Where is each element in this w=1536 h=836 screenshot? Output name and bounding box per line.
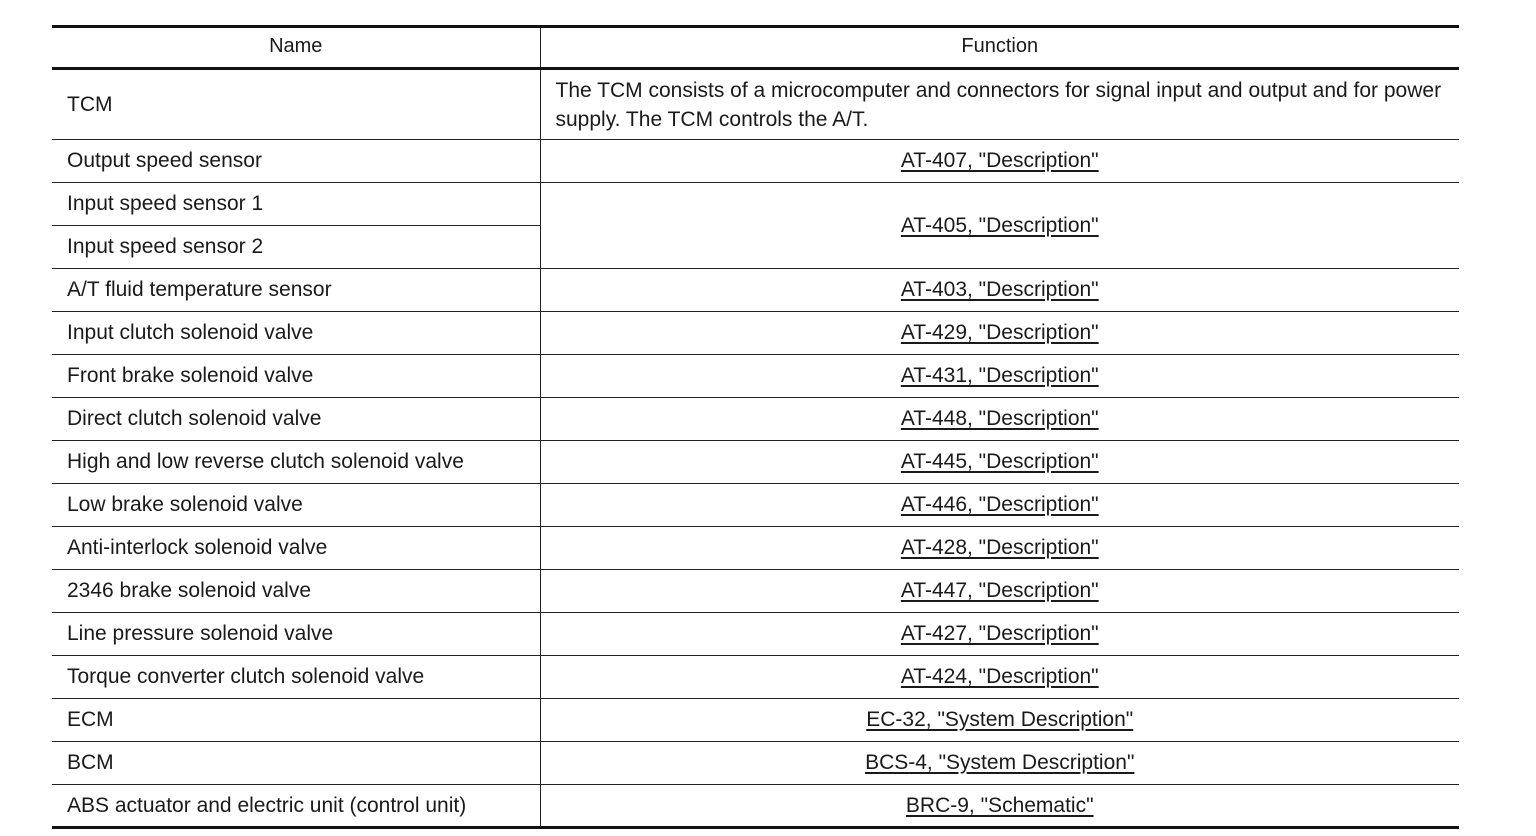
- function-reference-link[interactable]: AT-431, "Description": [900, 364, 1099, 387]
- table-row: [52, 656, 1459, 699]
- component-name: TCM: [52, 69, 540, 140]
- function-cell: [540, 570, 1459, 613]
- function-reference-link[interactable]: AT-427, "Description": [900, 622, 1099, 645]
- function-reference-link[interactable]: AT-407, "Description": [900, 149, 1099, 172]
- component-name: ECM: [52, 699, 540, 742]
- function-cell: [540, 656, 1459, 699]
- function-reference-link[interactable]: BRC-9, "Schematic": [905, 793, 1094, 817]
- function-reference-link[interactable]: AT-447, "Description": [900, 579, 1099, 602]
- function-cell: [540, 355, 1459, 398]
- function-cell: [540, 183, 1459, 269]
- table-row: [52, 699, 1459, 742]
- function-reference-link[interactable]: AT-446, "Description": [900, 493, 1099, 516]
- function-cell: [540, 269, 1459, 312]
- table-row: [52, 312, 1459, 355]
- function-cell: [540, 398, 1459, 441]
- table-row: [52, 269, 1459, 312]
- component-name: Front brake solenoid valve: [52, 355, 540, 398]
- component-name: Line pressure solenoid valve: [52, 613, 540, 656]
- table-row: [52, 570, 1459, 613]
- component-name: Direct clutch solenoid valve: [52, 398, 540, 441]
- function-reference-link[interactable]: EC-32, "System Description": [866, 708, 1134, 731]
- function-reference-link[interactable]: AT-429, "Description": [900, 321, 1099, 344]
- table-row: [52, 183, 1459, 226]
- table-row: [52, 785, 1459, 828]
- function-cell: [540, 613, 1459, 656]
- component-name: A/T fluid temperature sensor: [52, 269, 540, 312]
- table-row: [52, 355, 1459, 398]
- table-row: [52, 613, 1459, 656]
- function-reference-link[interactable]: AT-448, "Description": [900, 407, 1099, 430]
- table-row: [52, 527, 1459, 570]
- function-column-header: Function: [540, 27, 1459, 69]
- table-row: [52, 484, 1459, 527]
- component-name: High and low reverse clutch solenoid valve: [52, 441, 540, 484]
- function-cell: [540, 140, 1459, 183]
- function-reference-link[interactable]: AT-445, "Description": [900, 450, 1099, 473]
- function-reference-link[interactable]: AT-428, "Description": [900, 536, 1099, 559]
- table-row: [52, 398, 1459, 441]
- table-row: [52, 69, 1459, 140]
- table-row: [52, 140, 1459, 183]
- function-reference-link[interactable]: BCS-4, "System Description": [865, 751, 1135, 774]
- component-name: Input clutch solenoid valve: [52, 312, 540, 355]
- function-cell: [540, 441, 1459, 484]
- function-reference-link[interactable]: AT-403, "Description": [900, 278, 1099, 301]
- name-column-header: Name: [52, 27, 540, 69]
- table-row: [52, 742, 1459, 785]
- function-reference-link[interactable]: AT-424, "Description": [900, 665, 1099, 688]
- component-name: Input speed sensor 1: [52, 183, 540, 226]
- function-cell: [540, 699, 1459, 742]
- component-name: ABS actuator and electric unit (control unit): [52, 785, 540, 828]
- function-cell: [540, 484, 1459, 527]
- component-name: Low brake solenoid valve: [52, 484, 540, 527]
- component-function-table: [52, 25, 1459, 829]
- function-cell: [540, 742, 1459, 785]
- component-name: Input speed sensor 2: [52, 226, 540, 269]
- component-name: 2346 brake solenoid valve: [52, 570, 540, 613]
- function-cell: [540, 527, 1459, 570]
- component-name: Output speed sensor: [52, 140, 540, 183]
- function-cell: [540, 785, 1459, 828]
- function-reference-link[interactable]: AT-405, "Description": [900, 213, 1099, 237]
- component-name: Anti-interlock solenoid valve: [52, 527, 540, 570]
- function-cell: [540, 312, 1459, 355]
- component-name: BCM: [52, 742, 540, 785]
- table-header-row: [52, 27, 1459, 69]
- function-description: The TCM consists of a microcomputer and connectors for signal input and output and for power supply. The TCM controls the A/T.: [540, 69, 1459, 140]
- component-name: Torque converter clutch solenoid valve: [52, 656, 540, 699]
- table-row: [52, 441, 1459, 484]
